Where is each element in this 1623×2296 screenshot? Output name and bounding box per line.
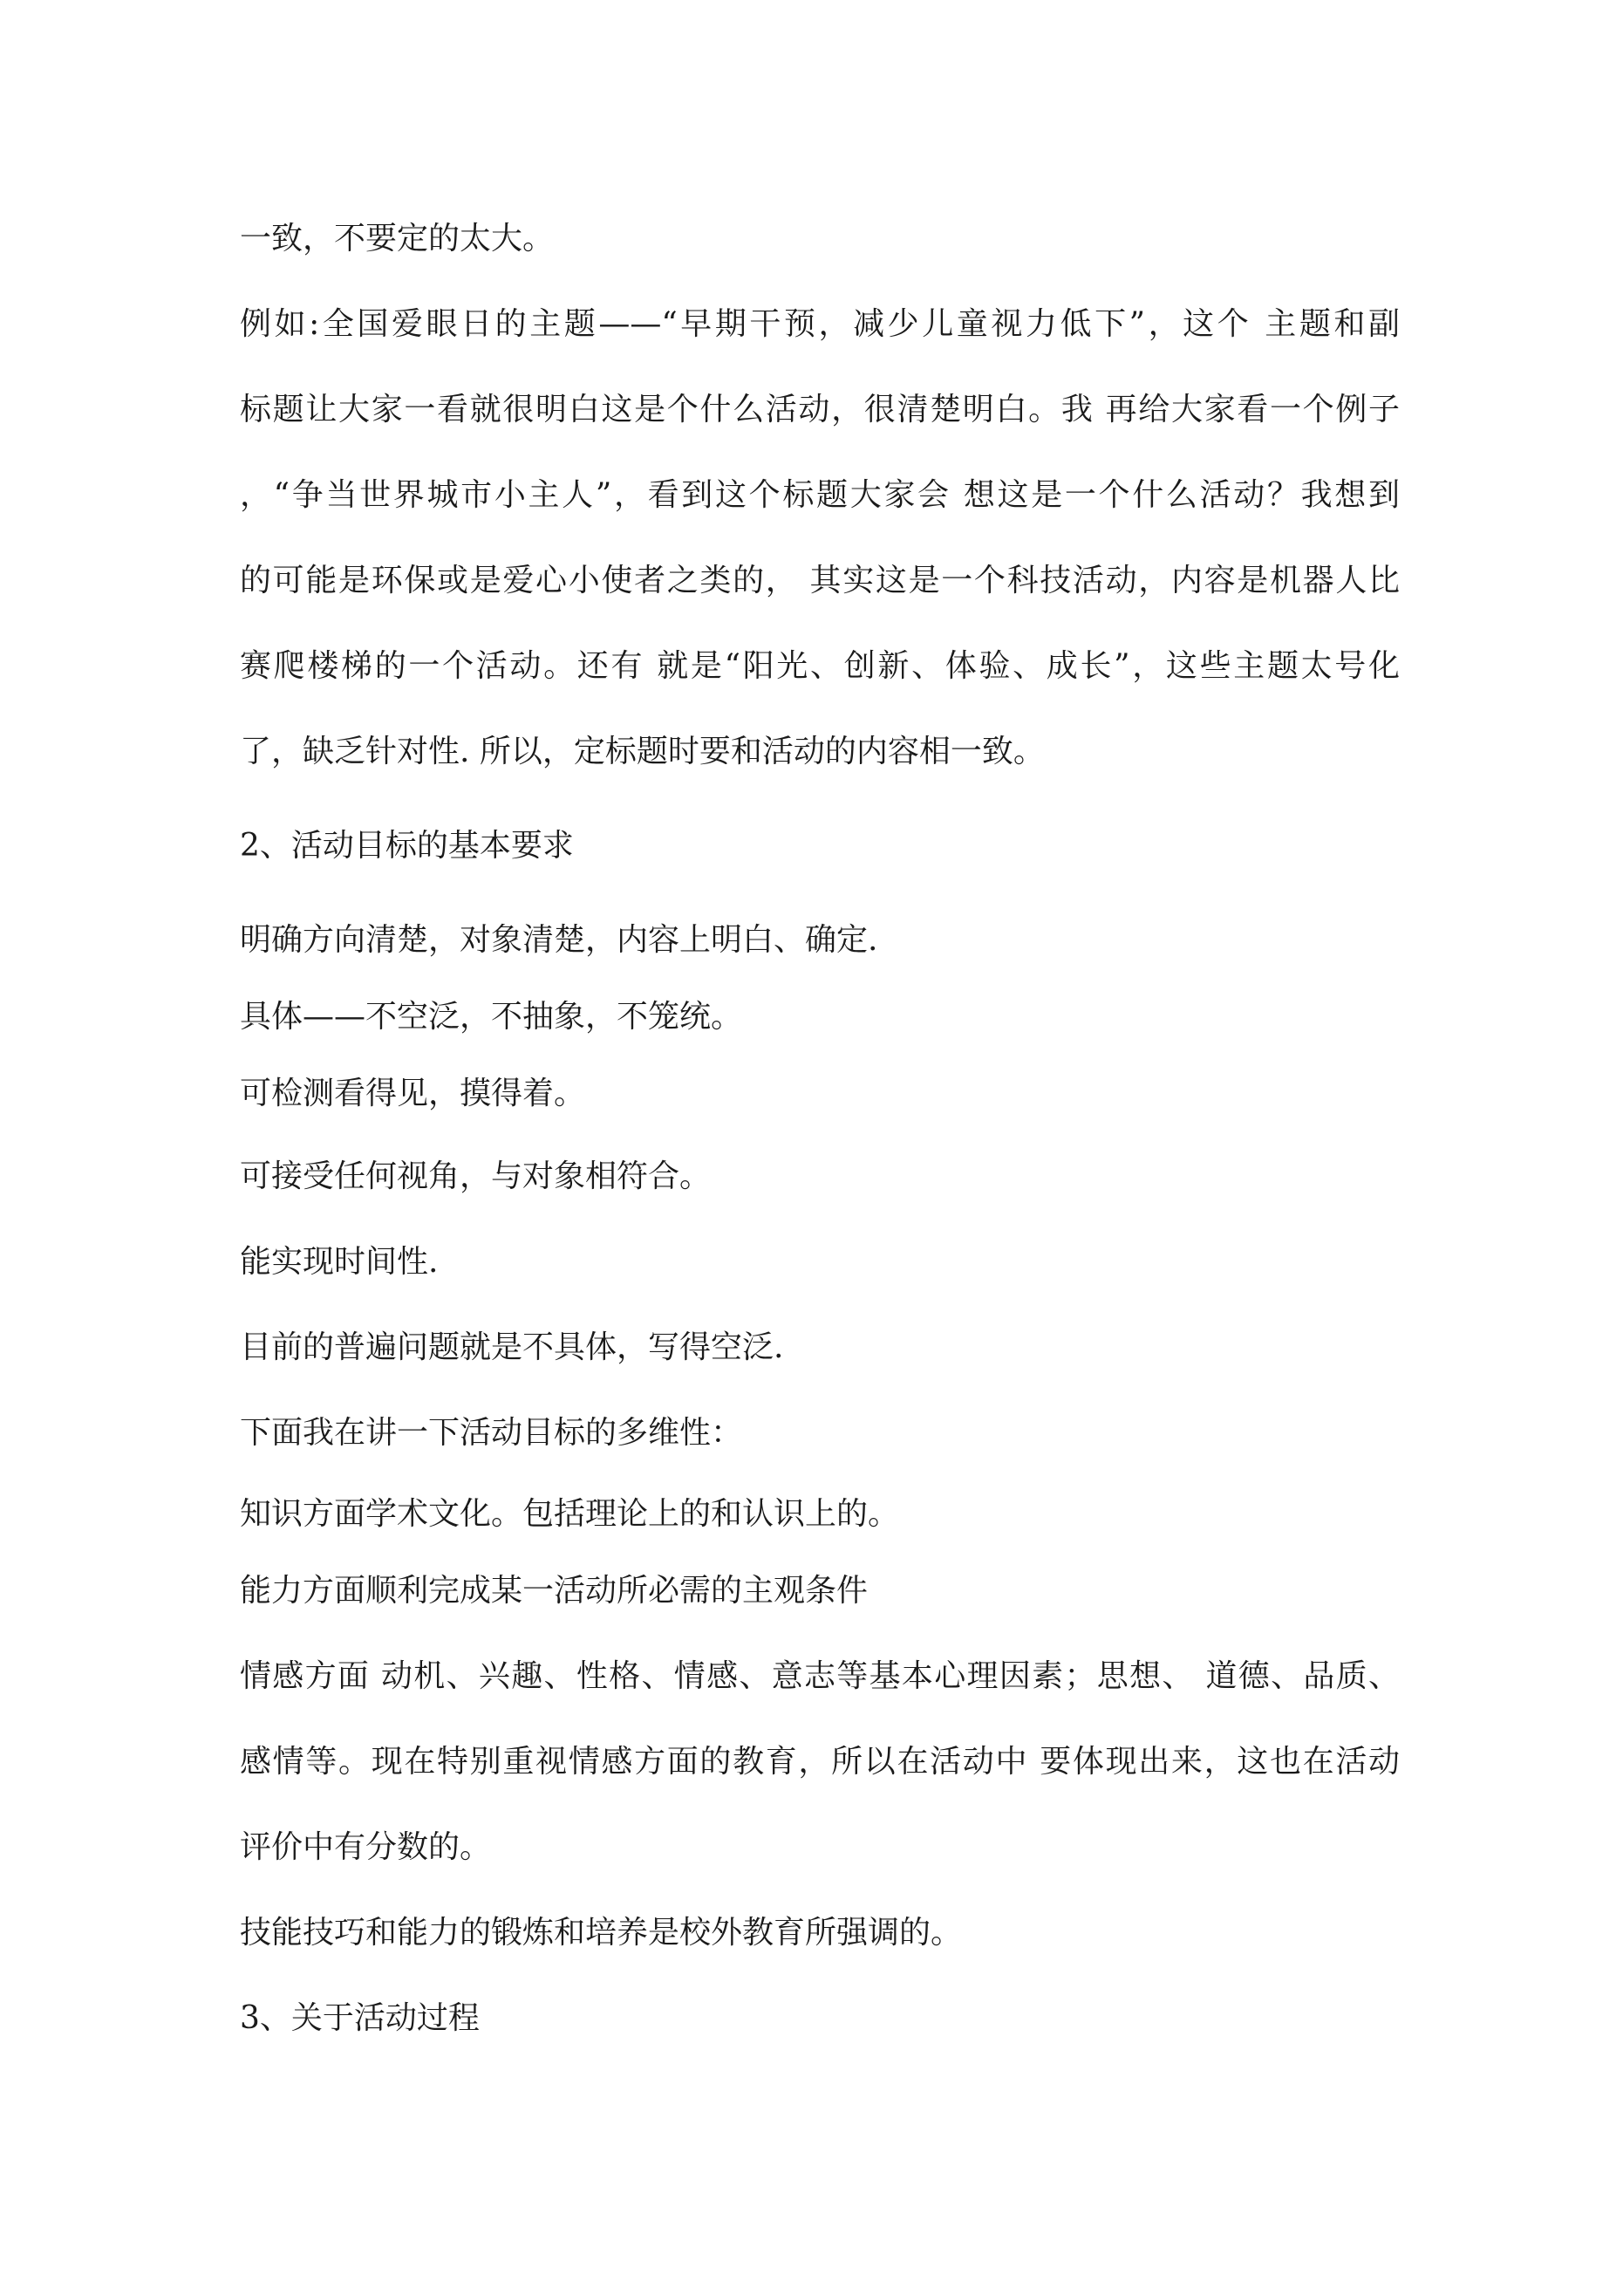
paragraph-line: 例如:全国爱眼日的主题——“早期干预，减少儿童视力低下”，这个 主题和副: [240, 306, 1400, 342]
paragraph-line: 能力方面顺利完成某一活动所必需的主观条件: [240, 1573, 869, 1609]
paragraph-line: 评价中有分数的。: [240, 1829, 492, 1865]
paragraph-line: 可接受任何视角，与对象相符合。: [240, 1158, 712, 1194]
paragraph-line: 下面我在讲一下活动目标的多维性：: [240, 1415, 743, 1451]
paragraph-line: 能实现时间性.: [240, 1244, 439, 1280]
paragraph-line: 赛爬楼梯的一个活动。还有 就是“阳光、创新、体验、成长”，这些主题太号化: [240, 648, 1400, 684]
paragraph-line: 了，缺乏针对性. 所以，定标题时要和活动的内容相一致。: [240, 734, 1045, 769]
paragraph-line: 感情等。现在特别重视情感方面的教育，所以在活动中 要体现出来，这也在活动: [240, 1744, 1400, 1780]
section-heading: 2、活动目标的基本要求: [240, 828, 574, 864]
paragraph-line: 知识方面学术文化。包括理论上的和认识上的。: [240, 1496, 900, 1532]
paragraph-line: 的可能是环保或是爱心小使者之类的， 其实这是一个科技活动，内容是机器人比: [240, 563, 1400, 598]
paragraph-line: 可检测看得见，摸得着。: [240, 1076, 586, 1111]
paragraph-line: 一致，不要定的太大。: [240, 221, 555, 256]
paragraph-line: 具体——不空泛，不抽象，不笼统。: [240, 999, 743, 1035]
paragraph-line: 情感方面 动机、兴趣、性格、情感、意志等基本心理因素；思想、 道德、品质、: [240, 1658, 1400, 1694]
section-heading: 3、关于活动过程: [240, 2000, 480, 2036]
paragraph-line: 目前的普遍问题就是不具体，写得空泛.: [240, 1329, 784, 1365]
paragraph-line: ，“争当世界城市小主人”，看到这个标题大家会 想这是一个什么活动？我想到: [240, 477, 1400, 513]
paragraph-line: 技能技巧和能力的锻炼和培养是校外教育所强调的。: [240, 1915, 963, 1951]
paragraph-line: 明确方向清楚，对象清楚，内容上明白、确定.: [240, 922, 878, 958]
paragraph-line: 标题让大家一看就很明白这是个什么活动，很清楚明白。我 再给大家看一个例子: [240, 392, 1400, 427]
